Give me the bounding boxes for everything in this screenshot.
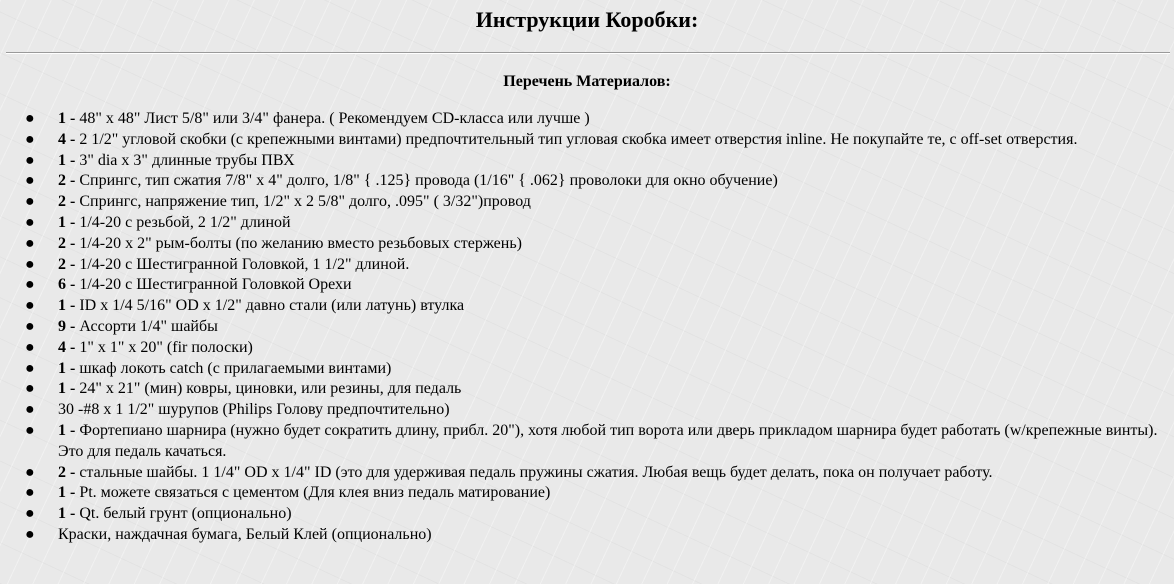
bullet-icon: ● <box>25 463 35 481</box>
item-quantity: 2 - <box>58 172 80 190</box>
item-text: шкаф локоть catch (с прилагаемыми винтами) <box>79 359 392 377</box>
bullet-icon: ● <box>25 234 35 252</box>
list-item <box>25 171 1165 192</box>
item-text: Спрингс, напряжение тип, 1/2" x 2 5/8" долго, .095" ( 3/32")провод <box>79 193 531 211</box>
bullet-icon: ● <box>25 276 35 294</box>
item-text: стальные шайбы. 1 1/4" OD x 1/4" ID (это для удерживая педаль пружины сжатия. Любая вещь будет делать, пока он получает работу. <box>79 463 993 481</box>
item-quantity: 1 - <box>58 213 80 231</box>
list-item <box>25 255 1165 276</box>
bullet-icon: ● <box>25 421 35 439</box>
item-quantity: 1 - <box>58 421 80 439</box>
horizontal-divider <box>6 52 1170 54</box>
list-item <box>25 192 1165 213</box>
item-quantity: 2 - <box>58 193 80 211</box>
item-quantity: 1 - <box>58 380 80 398</box>
item-text: 30 -#8 x 1 1/2" шурупов (Philips Голову предпочтительно) <box>58 401 450 419</box>
item-quantity: 9 - <box>58 317 80 335</box>
item-text: Краски, наждачная бумага, Белый Клей (опционально) <box>58 525 432 543</box>
bullet-icon: ● <box>25 380 35 398</box>
bullet-icon: ● <box>25 193 35 211</box>
item-quantity: 2 - <box>58 234 80 252</box>
list-item <box>25 463 1165 484</box>
list-item <box>25 213 1165 234</box>
item-text: Ассорти 1/4" шайбы <box>79 317 218 335</box>
list-item <box>25 151 1165 172</box>
list-item <box>25 359 1165 380</box>
item-quantity: 1 - <box>58 484 80 502</box>
item-quantity: 4 - <box>58 338 80 356</box>
item-quantity: 1 - <box>58 359 80 377</box>
bullet-icon: ● <box>25 213 35 231</box>
list-item <box>25 483 1165 504</box>
bullet-icon: ● <box>25 401 35 419</box>
bullet-icon: ● <box>25 484 35 502</box>
bullet-icon: ● <box>25 297 35 315</box>
bullet-icon: ● <box>25 110 35 127</box>
list-item <box>25 525 1165 546</box>
item-quantity: 1 - <box>58 297 80 315</box>
item-text: 3" dia x 3" длинные трубы ПВХ <box>79 151 295 169</box>
item-text: 2 1/2" угловой скобки (с крепежными винтами) предпочтительный тип угловая скобка имеет отверстия inline. Не покупайте те, с off-set отверстия. <box>79 130 1078 148</box>
list-item <box>25 296 1165 317</box>
bullet-icon: ● <box>25 338 35 356</box>
item-text: ID x 1/4 5/16" OD x 1/2" давно стали (или латунь) втулка <box>79 297 465 315</box>
bullet-icon: ● <box>25 359 35 377</box>
item-quantity: 2 - <box>58 255 80 273</box>
item-quantity: 2 - <box>58 463 80 481</box>
materials-list <box>0 109 1165 546</box>
item-text: Pt. можете связаться с цементом (Для клея вниз педаль матирование) <box>79 484 551 502</box>
item-quantity: 4 - <box>58 130 80 148</box>
materials-heading: Перечень Материалов: <box>503 73 671 90</box>
item-text: 1" x 1" x 20" (fir полоски) <box>79 338 253 356</box>
list-item <box>25 130 1165 151</box>
item-text: 1/4-20 x 2" рым-болты (по желанию вместо резьбовых стержень) <box>79 234 522 252</box>
list-item <box>25 379 1165 400</box>
list-item <box>25 109 1165 130</box>
item-text: 24" x 21" (мин) ковры, циновки, или резины, для педаль <box>79 380 462 398</box>
list-item <box>25 338 1165 359</box>
item-text: 1/4-20 с Шестигранной Головкой Орехи <box>79 276 352 294</box>
list-item <box>25 275 1165 296</box>
list-item <box>25 504 1165 525</box>
list-item <box>25 234 1165 255</box>
list-item <box>25 317 1165 338</box>
list-item <box>25 421 1165 463</box>
bullet-icon: ● <box>25 255 35 273</box>
item-text: 48" x 48" Лист 5/8" или 3/4" фанера. ( Рекомендуем CD-класса или лучше ) <box>79 110 590 127</box>
item-text: 1/4-20 с резьбой, 2 1/2" длиной <box>79 213 291 231</box>
item-quantity: 1 - <box>58 151 80 169</box>
item-text: Спрингс, тип сжатия 7/8" x 4" долго, 1/8" { .125} провода (1/16" { .062} проволоки для окно обучение) <box>79 172 778 190</box>
item-text: 1/4-20 с Шестигранной Головкой, 1 1/2" длиной. <box>79 255 410 273</box>
bullet-icon: ● <box>25 151 35 169</box>
item-text: Фортепиано шарнира (нужно будет сократить длину, прибл. 20"), хотя любой тип ворота или дверь прикладом шарнира будет работать (w/крепежные винты). Это для педаль качаться. <box>58 421 1158 460</box>
bullet-icon: ● <box>25 130 35 148</box>
item-quantity: 1 - <box>58 505 80 523</box>
item-quantity: 6 - <box>58 276 80 294</box>
bullet-icon: ● <box>25 525 35 543</box>
bullet-icon: ● <box>25 317 35 335</box>
page-title: Инструкции Коробки: <box>475 7 699 32</box>
item-quantity: 1 - <box>58 110 80 127</box>
bullet-icon: ● <box>25 172 35 190</box>
bullet-icon: ● <box>25 505 35 523</box>
list-item <box>25 400 1165 421</box>
item-text: Qt. белый грунт (опционально) <box>79 505 292 523</box>
